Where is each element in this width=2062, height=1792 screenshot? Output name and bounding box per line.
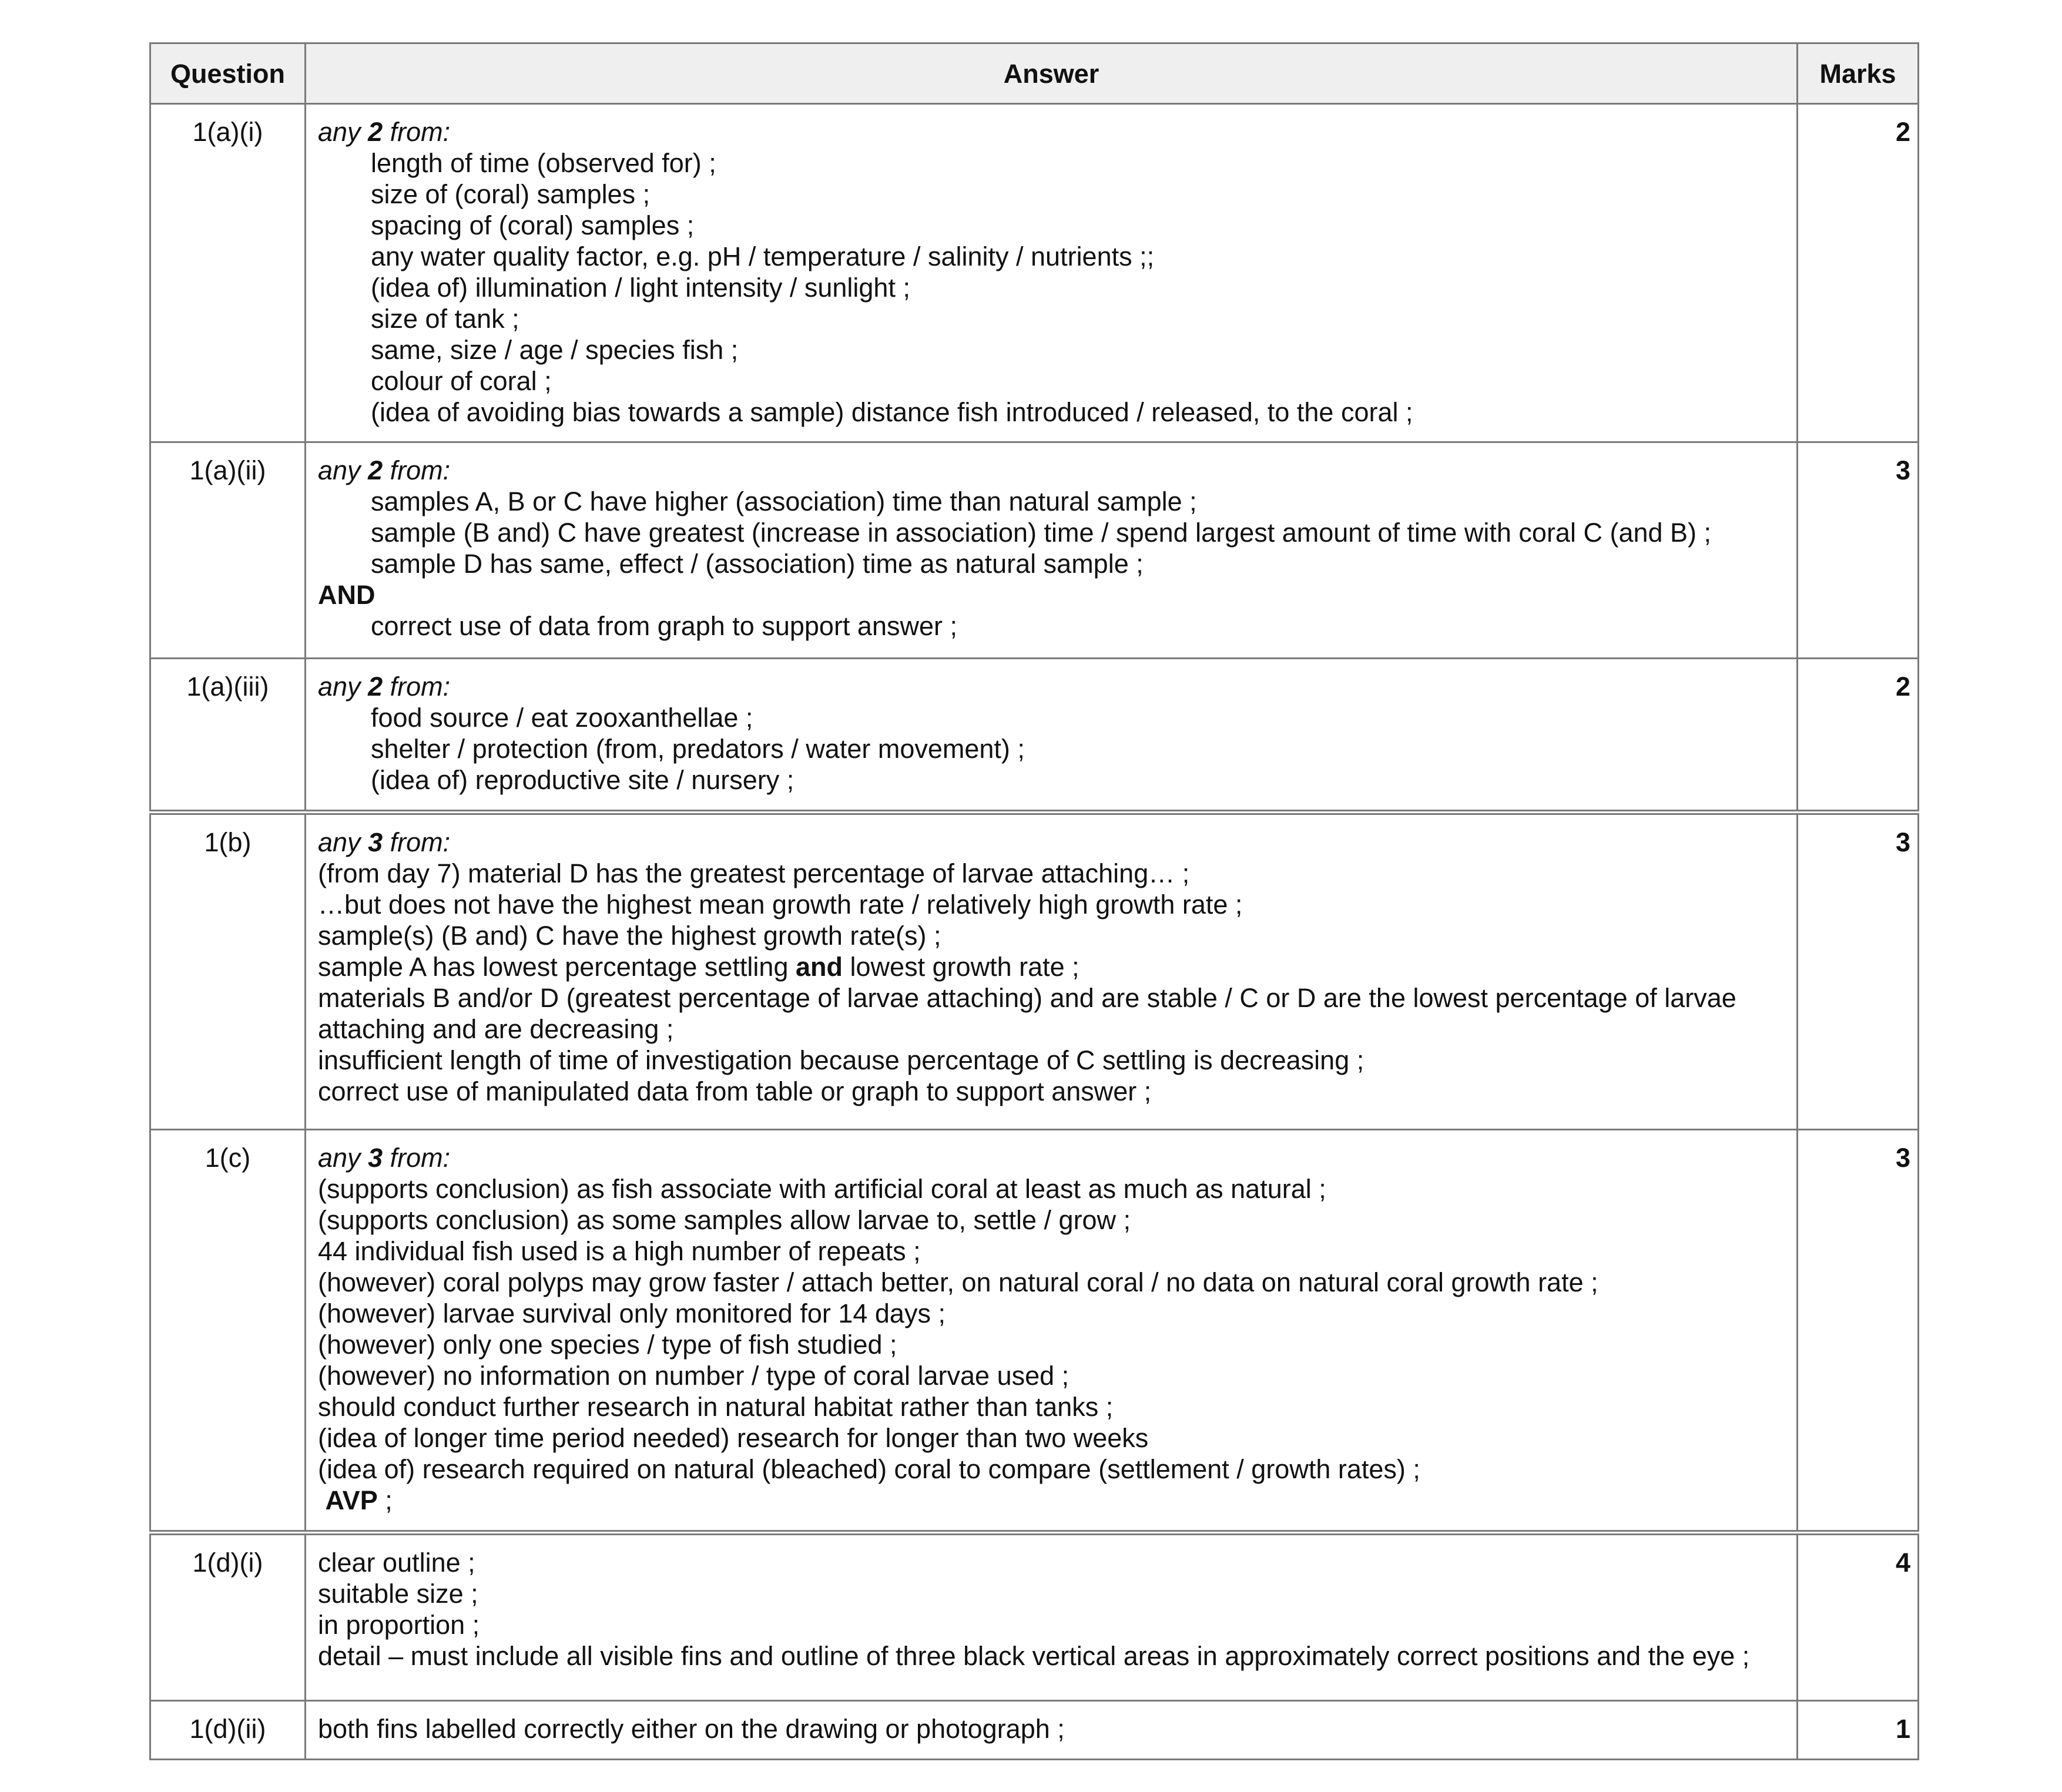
lead-line: any 2 from: [318, 672, 451, 702]
answer-point: (however) larvae survival only monitored for 14 days ; [318, 1298, 945, 1328]
answer-point: sample D has same, effect / (association) time as natural sample ; [371, 549, 1144, 579]
answer-point: materials B and/or D (greatest percentage of larvae attaching) and are stable / C or D are the lowest percentage of larvae attaching and are decreasing ; [318, 983, 1736, 1044]
answer-point: food source / eat zooxanthellae ; [371, 703, 753, 733]
answer-point: correct use of data from graph to support answer ; [371, 611, 957, 641]
answer-point: (idea of longer time period needed) research for longer than two weeks [318, 1423, 1149, 1453]
answer-point: (supports conclusion) as some samples allow larvae to, settle / grow ; [318, 1205, 1131, 1235]
table-row [150, 104, 1919, 442]
answer-point: any water quality factor, e.g. pH / temperature / salinity / nutrients ;; [371, 241, 1155, 271]
marks-cell: 1 [1798, 1701, 1919, 1760]
marks-cell: 2 [1798, 659, 1919, 813]
answer-cell [306, 1701, 1798, 1760]
question-cell: 1(a)(ii) [150, 442, 306, 659]
answer-point: both fins labelled correctly either on the drawing or photograph ; [318, 1714, 1065, 1744]
header-marks: Marks [1798, 43, 1919, 104]
table-row [150, 442, 1919, 659]
marks-cell: 3 [1798, 1130, 1919, 1533]
question-cell: 1(b) [150, 813, 306, 1130]
answer-cell [306, 1130, 1798, 1533]
table-row [150, 1701, 1919, 1760]
lead-line: any 3 from: [318, 1143, 451, 1173]
answer-point: (however) no information on number / type of coral larvae used ; [318, 1361, 1069, 1391]
answer-point: (supports conclusion) as fish associate with artificial coral at least as much as natural ; [318, 1174, 1326, 1204]
answer-point: AVP ; [325, 1485, 393, 1515]
answer-cell [306, 442, 1798, 659]
answer-point: sample (B and) C have greatest (increase in association) time / spend largest amount of time with coral C (and B) ; [371, 518, 1712, 548]
answer-point: (from day 7) material D has the greatest percentage of larvae attaching… ; [318, 858, 1190, 888]
question-cell: 1(d)(ii) [150, 1701, 306, 1760]
answer-point: …but does not have the highest mean growth rate / relatively high growth rate ; [318, 890, 1243, 920]
table-row [150, 659, 1919, 813]
answer-point: shelter / protection (from, predators / water movement) ; [371, 734, 1025, 764]
answer-point: 44 individual fish used is a high number of repeats ; [318, 1236, 921, 1266]
table-row [150, 813, 1919, 1130]
answer-cell [306, 1533, 1798, 1701]
answer-point: sample(s) (B and) C have the highest growth rate(s) ; [318, 921, 941, 951]
answer-point: size of tank ; [371, 304, 519, 334]
answer-point: in proportion ; [318, 1610, 480, 1640]
lead-line: any 3 from: [318, 827, 451, 857]
answer-point: samples A, B or C have higher (association) time than natural sample ; [371, 486, 1197, 516]
answer-point: length of time (observed for) ; [371, 148, 716, 178]
answer-cell [306, 659, 1798, 813]
question-cell: 1(a)(i) [150, 104, 306, 442]
answer-point: (idea of) research required on natural (bleached) coral to compare (settlement / growth rates) ; [318, 1454, 1420, 1484]
question-cell: 1(c) [150, 1130, 306, 1533]
answer-point: sample A has lowest percentage settling and lowest growth rate ; [318, 952, 1079, 982]
answer-point: clear outline ; [318, 1548, 475, 1578]
marks-cell: 3 [1798, 813, 1919, 1130]
lead-line: any 2 from: [318, 117, 451, 147]
answer-point: (idea of) illumination / light intensity / sunlight ; [371, 273, 910, 303]
answer-point: (idea of avoiding bias towards a sample) distance fish introduced / released, to the coral ; [371, 397, 1413, 427]
answer-point: spacing of (coral) samples ; [371, 210, 695, 240]
answer-cell [306, 104, 1798, 442]
marks-cell: 3 [1798, 442, 1919, 659]
header-row [150, 43, 1919, 104]
table-row [150, 1130, 1919, 1533]
answer-cell [306, 813, 1798, 1130]
answer-point: suitable size ; [318, 1579, 478, 1609]
lead-line: any 2 from: [318, 455, 451, 485]
answer-point: insufficient length of time of investigation because percentage of C settling is decreasing ; [318, 1045, 1364, 1075]
question-cell: 1(d)(i) [150, 1533, 306, 1701]
question-cell: 1(a)(iii) [150, 659, 306, 813]
answer-point: (however) only one species / type of fish studied ; [318, 1330, 897, 1360]
header-answer: Answer [306, 43, 1798, 104]
answer-point: (however) coral polyps may grow faster / attach better, on natural coral / no data on natural coral growth rate ; [318, 1267, 1598, 1297]
marks-cell: 4 [1798, 1533, 1919, 1701]
header-question: Question [150, 43, 306, 104]
answer-point: detail – must include all visible fins and outline of three black vertical areas in approximately correct positions and the eye ; [318, 1641, 1750, 1671]
answer-point: (idea of) reproductive site / nursery ; [371, 765, 794, 795]
answer-point: colour of coral ; [371, 366, 552, 396]
answer-point: correct use of manipulated data from table or graph to support answer ; [318, 1076, 1152, 1106]
marks-cell: 2 [1798, 104, 1919, 442]
and-label: AND [318, 580, 375, 610]
table-row [150, 1533, 1919, 1701]
answer-point: size of (coral) samples ; [371, 179, 651, 209]
mark-scheme-table [149, 42, 1919, 1760]
answer-point: same, size / age / species fish ; [371, 335, 739, 365]
answer-point: should conduct further research in natural habitat rather than tanks ; [318, 1392, 1114, 1422]
